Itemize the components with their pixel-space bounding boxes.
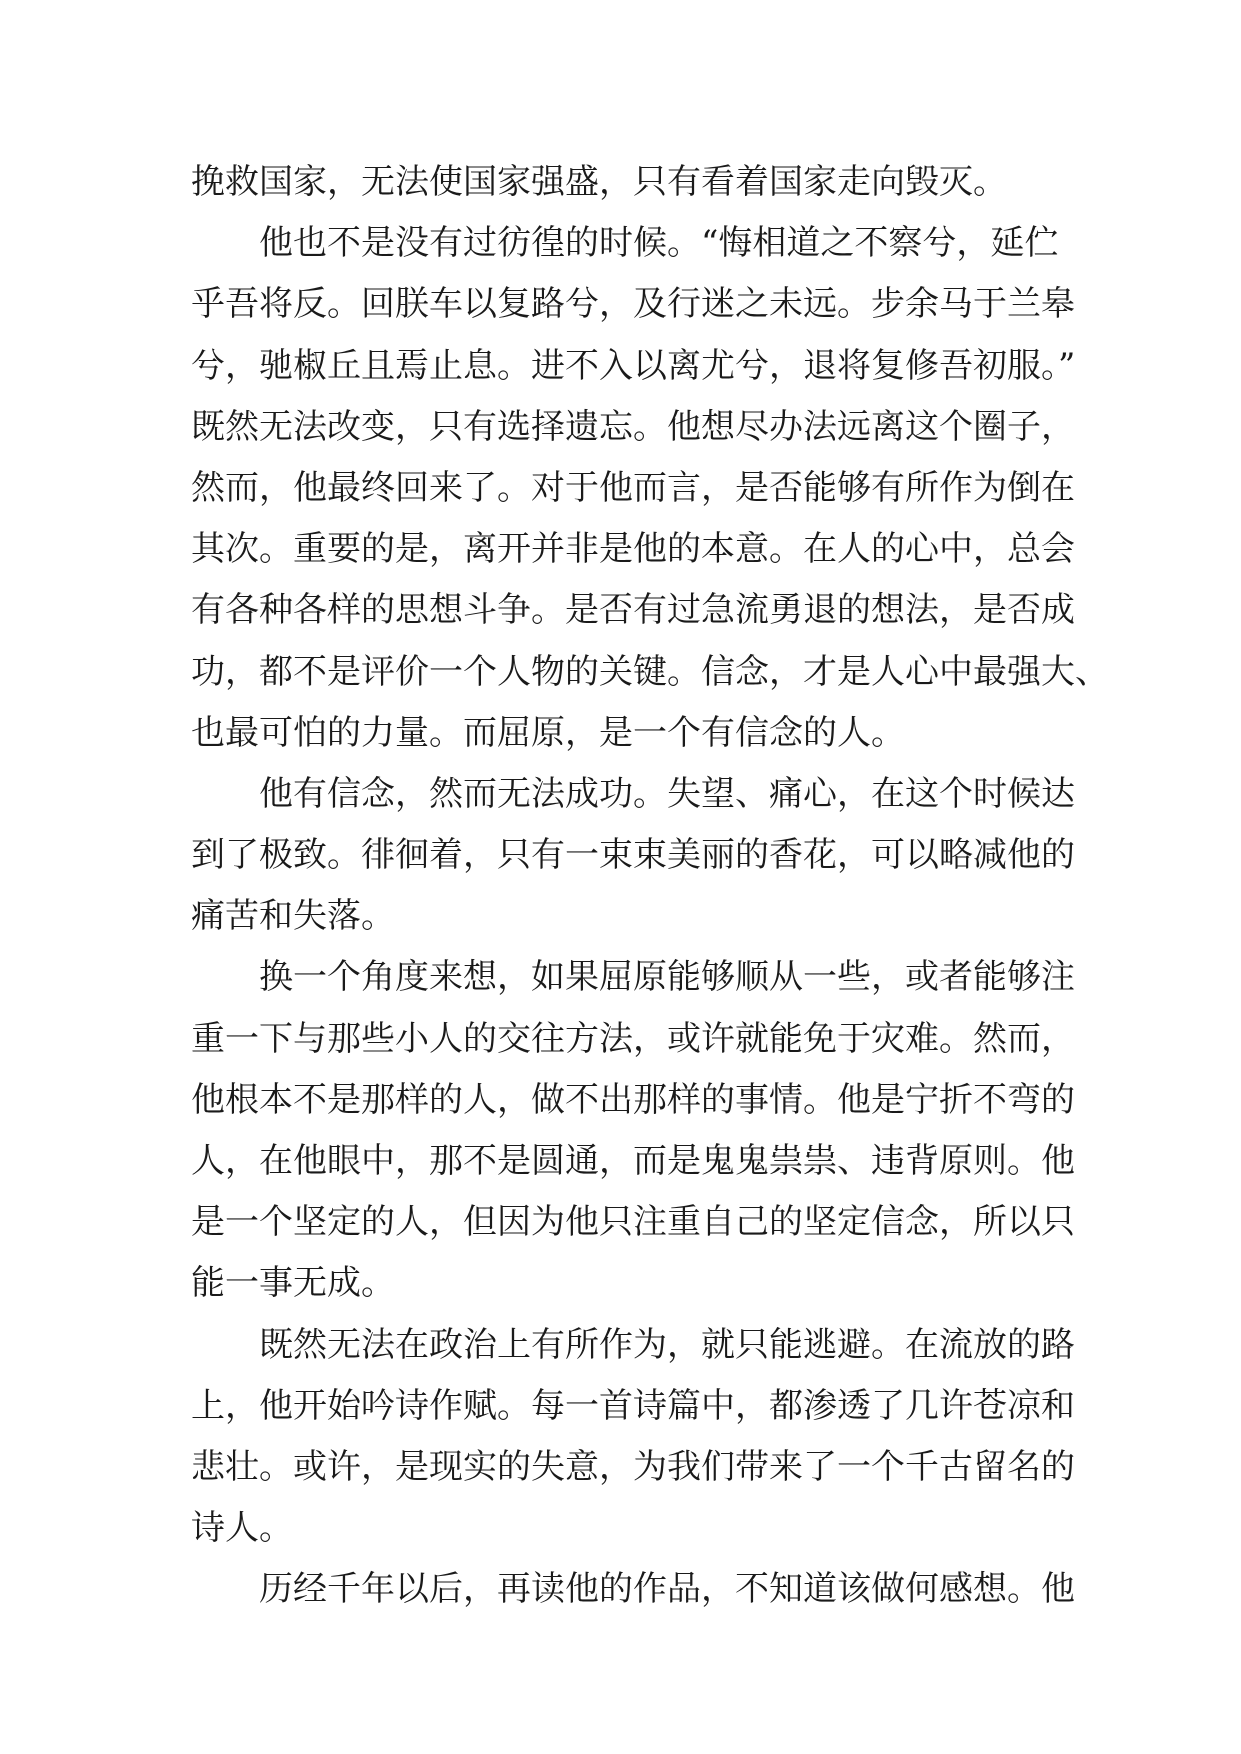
text-line: 有各种各样的思想斗争。是否有过急流勇退的想法，是否成 [191,590,1075,631]
text-line: 历经千年以后，再读他的作品，不知道该做何感想。他 [259,1569,1075,1610]
text-line: 其次。重要的是，离开并非是他的本意。在人的心中，总会 [191,529,1075,570]
text-line: 乎吾将反。回朕车以复路兮，及行迷之未远。步余马于兰皋 [191,284,1075,325]
text-line: 挽救国家，无法使国家强盛，只有看着国家走向毁灭。 [191,162,1007,202]
text-line: 他根本不是那样的人，做不出那样的事情。他是宁折不弯的 [191,1079,1075,1120]
text-line: 痛苦和失落。 [191,896,395,937]
text-line: 诗人。 [191,1508,293,1549]
text-line: 悲壮。或许，是现实的失意，为我们带来了一个千古留名的 [191,1446,1075,1487]
body-text [191,152,1109,1621]
paragraph [191,1559,1075,1620]
text-line: 他也不是没有过彷徨的时候。“悔相道之不察兮，延伫 [259,223,1059,264]
text-line: 到了极致。徘徊着，只有一束束美丽的香花，可以略减他的 [191,835,1075,876]
paragraph [191,152,1051,213]
paragraph [191,764,1075,948]
text-line: 人，在他眼中，那不是圆通，而是鬼鬼祟祟、违背原则。他 [191,1141,1075,1181]
text-line: 能一事无成。 [191,1263,395,1304]
text-line: 然而，他最终回来了。对于他而言，是否能够有所作为倒在 [191,467,1075,508]
text-line: 也最可怕的力量。而屈原，是一个有信念的人。 [191,712,905,753]
text-line: 换一个角度来想，如果屈原能够顺从一些，或者能够注 [259,957,1075,998]
paragraph [191,947,1075,1314]
text-line: 兮，驰椒丘且焉止息。进不入以离尤兮，退将复修吾初服。” [191,345,1076,386]
text-line: 上，他开始吟诗作赋。每一首诗篇中，都渗透了几许苍凉和 [191,1385,1075,1426]
text-line: 功，都不是评价一个人物的关键。信念，才是人心中最强大、 [191,651,1109,692]
text-line: 他有信念，然而无法成功。失望、痛心，在这个时候达 [259,773,1075,814]
text-line: 既然无法改变，只有选择遗忘。他想尽办法远离这个圈子， [191,406,1075,447]
text-line: 重一下与那些小人的交往方法，或许就能免于灾难。然而， [191,1018,1075,1059]
text-line: 是一个坚定的人，但因为他只注重自己的坚定信念，所以只 [191,1202,1075,1243]
paragraph [191,1315,1075,1560]
paragraph [191,213,1109,764]
text-line: 既然无法在政治上有所作为，就只能逃避。在流放的路 [259,1324,1075,1365]
